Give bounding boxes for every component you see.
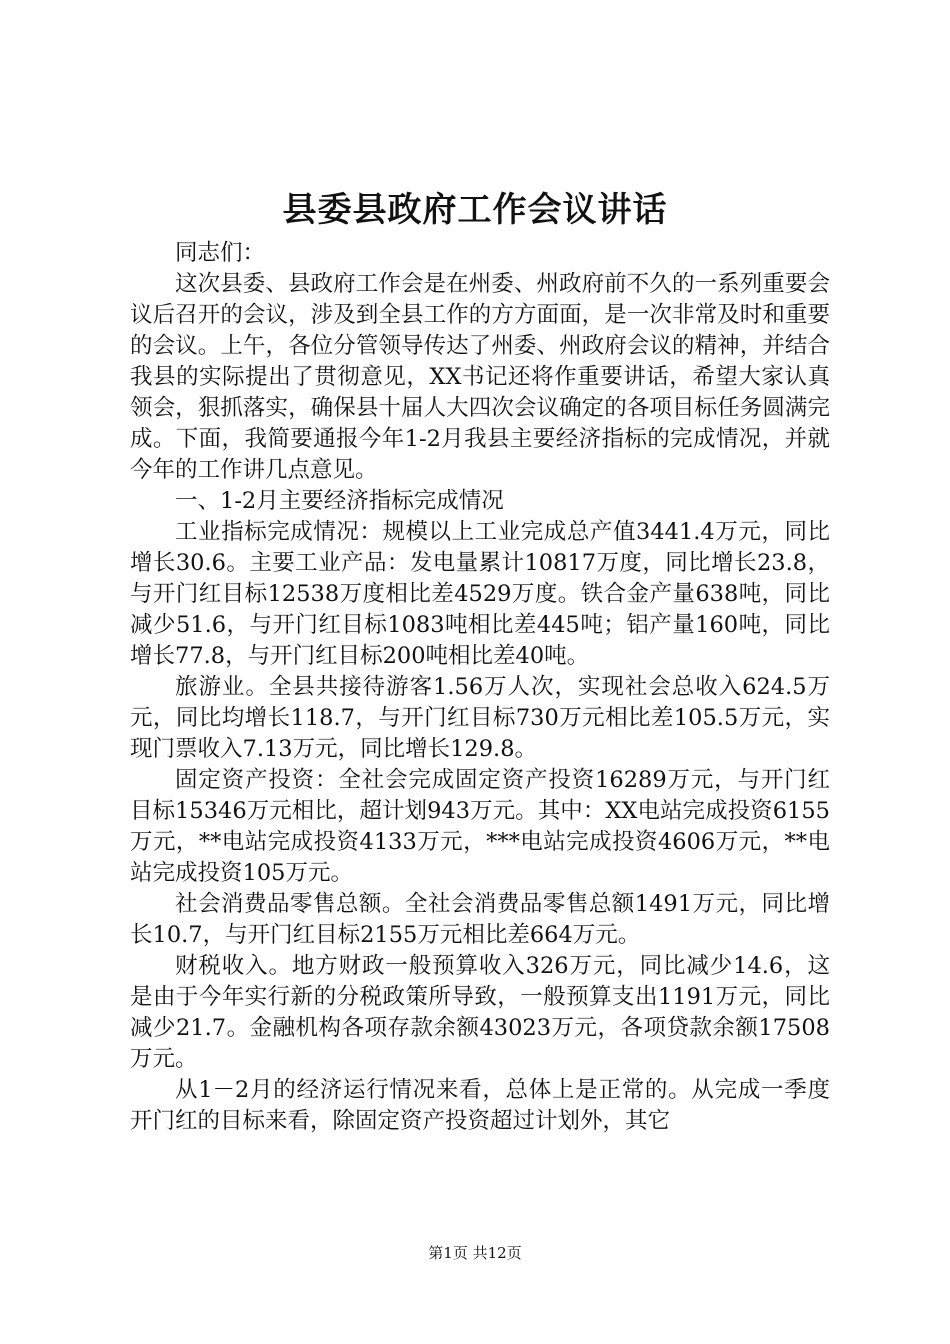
document-body xyxy=(130,238,830,1137)
page-footer: 第1页 共12页 xyxy=(428,1244,522,1262)
retail-paragraph: 社会消费品零售总额。全社会消费品零售总额1491万元，同比增长10.7，与开门红目标2155万元相比差664万元。 xyxy=(130,891,830,948)
section-heading-1: 一、1-2月主要经济指标完成情况 xyxy=(175,488,504,514)
tourism-paragraph: 旅游业。全县共接待游客1.56万人次，实现社会总收入624.5万元，同比均增长118.7，与开门红目标730万元相比差105.5万元，实现门票收入7.13万元，同比增长129.8。 xyxy=(130,674,830,762)
investment-paragraph: 固定资产投资：全社会完成固定资产投资16289万元，与开门红目标15346万元相比，超计划943万元。其中：XX电站完成投资6155万元，**电站完成投资4133万元，***电站完成投资4606万元，**电站完成投资105万元。 xyxy=(130,767,830,886)
document-title: 县委县政府工作会议讲话 xyxy=(282,190,668,230)
salutation-paragraph: 同志们： xyxy=(175,240,266,266)
finance-paragraph: 财税收入。地方财政一般预算收入326万元，同比减少14.6，这是由于今年实行新的分税政策所导致，一般预算支出1191万元，同比减少21.7。金融机构各项存款余额43023万元，各项贷款余额17508万元。 xyxy=(130,953,830,1072)
industry-paragraph: 工业指标完成情况：规模以上工业完成总产值3441.4万元，同比增长30.6。主要工业产品：发电量累计10817万度，同比增长23.8，与开门红目标12538万度相比差4529万度。铁合金产量638吨，同比减少51.6，与开门红目标1083吨相比差445吨；铝产量160吨，同比增长77.8，与开门红目标200吨相比差40吨。 xyxy=(130,519,830,669)
summary-paragraph: 从1－2月的经济运行情况来看，总体上是正常的。从完成一季度开门红的目标来看，除固定资产投资超过计划外，其它 xyxy=(130,1077,830,1134)
intro-paragraph: 这次县委、县政府工作会是在州委、州政府前不久的一系列重要会议后召开的会议，涉及到全县工作的方方面面，是一次非常及时和重要的会议。上午，各位分管领导传达了州委、州政府会议的精神，并结合我县的实际提出了贯彻意见，XX书记还将作重要讲话，希望大家认真领会，狠抓落实，确保县十届人大四次会议确定的各项目标任务圆满完成。下面，我简要通报今年1-2月我县主要经济指标的完成情况，并就今年的工作讲几点意见。 xyxy=(130,271,830,483)
